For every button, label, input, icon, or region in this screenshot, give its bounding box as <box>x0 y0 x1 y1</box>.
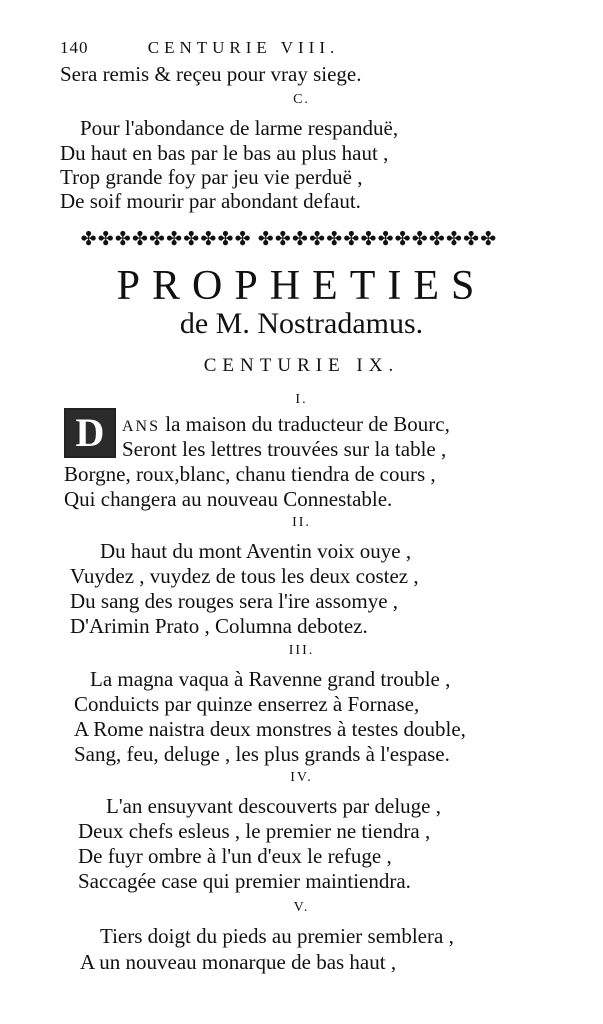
verse-numeral: IV. <box>290 770 313 785</box>
verse-line: Deux chefs esleus , le premier ne tiendra , <box>78 819 431 843</box>
verse-line: De fuyr ombre à l'un d'eux le refuge , <box>78 844 392 868</box>
verse-line <box>122 412 450 439</box>
verse-line: Du haut en bas par le bas au plus haut , <box>60 141 389 165</box>
verse-line: Du sang des rouges sera l'ire assomye , <box>70 589 399 613</box>
verse-numeral: V. <box>293 900 310 915</box>
verse-line: Conduicts par quinze enserrez à Fornase, <box>74 692 420 716</box>
verse-line: Vuydez , vuydez de tous les deux costez , <box>70 564 419 588</box>
opening-small-caps: ANS <box>122 418 161 435</box>
verse-line: Tiers doigt du pieds au premier semblera , <box>100 924 454 948</box>
century-heading: CENTURIE IX. <box>203 355 400 376</box>
running-header <box>60 36 339 60</box>
page-number: 140 <box>60 38 89 57</box>
verse-line: D'Arimin Prato , Columna debotez. <box>70 614 368 638</box>
book-subtitle: de M. Nostradamus. <box>179 307 424 340</box>
verse-line: A un nouveau monarque de bas haut , <box>80 950 397 974</box>
verse-numeral: II. <box>292 515 311 530</box>
verse-line: A Rome naistra deux monstres à testes double, <box>74 717 466 741</box>
verse-line: Borgne, roux,blanc, chanu tiendra de cours , <box>64 462 436 486</box>
verse-line: De soif mourir par abondant defaut. <box>60 189 361 213</box>
verse-numeral: III. <box>288 643 315 658</box>
verse-line: Seront les lettres trouvées sur la table , <box>122 437 447 461</box>
drop-capital: D <box>64 408 116 458</box>
book-title: PROPHETIES <box>116 263 487 309</box>
verse-line: La magna vaqua à Ravenne grand trouble , <box>90 667 451 691</box>
running-title: CENTURIE VIII. <box>147 38 340 57</box>
verse-line: L'an ensuyvant descouverts par deluge , <box>106 794 442 818</box>
verse-line-text: la maison du traducteur de Bourc, <box>160 412 450 436</box>
verse-line: Sang, feu, deluge , les plus grands à l'espase. <box>74 742 450 766</box>
verse-numeral: I. <box>295 392 308 407</box>
verse-line: Pour l'abondance de larme respanduë, <box>80 116 399 140</box>
ornament-band: ✤✤✤✤✤✤✤✤✤✤ ✤✤✤✤✤✤✤✤✤✤✤✤✤✤ <box>80 230 498 250</box>
verse-line: Du haut du mont Aventin voix ouye , <box>100 539 412 563</box>
verse-line: Qui changera au nouveau Connestable. <box>64 487 393 511</box>
verse-line: Trop grande foy par jeu vie perduë , <box>60 165 363 189</box>
verse-numeral: C. <box>293 92 310 107</box>
verse-line: Saccagée case qui premier maintiendra. <box>78 869 411 893</box>
verse-line: Sera remis & reçeu pour vray siege. <box>60 62 362 86</box>
